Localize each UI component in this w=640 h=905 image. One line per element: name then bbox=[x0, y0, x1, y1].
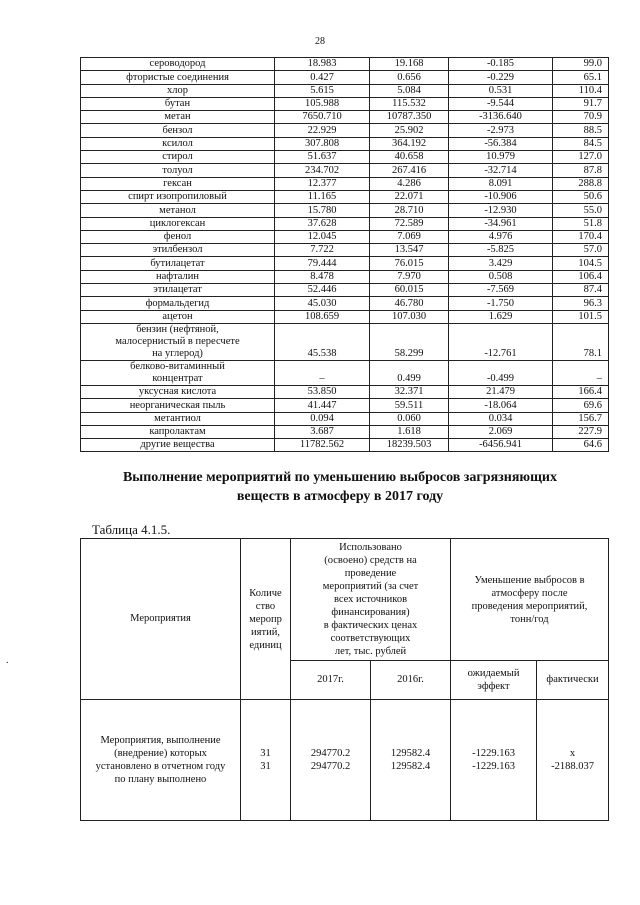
value-change: -9.544 bbox=[449, 97, 553, 110]
value-2016: 25.902 bbox=[370, 124, 449, 137]
value-percent: 127.0 bbox=[553, 151, 609, 164]
page-number: 28 bbox=[315, 36, 325, 47]
margin-mark: . bbox=[6, 655, 9, 666]
value-percent: 166.4 bbox=[553, 385, 609, 398]
value-2017: 41.447 bbox=[275, 399, 370, 412]
row-label-line: по плану выполнено bbox=[114, 774, 207, 785]
cell-value: -1229.163 bbox=[472, 761, 515, 772]
value-change: -3136.640 bbox=[449, 111, 553, 124]
value-change: -5.825 bbox=[449, 244, 553, 257]
value-change: -6456.941 bbox=[449, 439, 553, 452]
value-percent: 99.0 bbox=[553, 58, 609, 71]
value-change: 10.979 bbox=[449, 151, 553, 164]
cell-value: 129582.4 bbox=[390, 761, 431, 772]
value-2017: 0.427 bbox=[275, 71, 370, 84]
value-percent: 84.5 bbox=[553, 137, 609, 150]
header-funds-line: Использовано bbox=[339, 542, 402, 553]
table-row bbox=[81, 399, 609, 412]
cell-value: 31 bbox=[260, 748, 271, 759]
value-2016: 46.780 bbox=[370, 297, 449, 310]
row-label-line: установлено в отчетном году bbox=[95, 761, 226, 772]
value-percent: 78.1 bbox=[553, 323, 609, 360]
value-2017: 45.538 bbox=[275, 323, 370, 360]
substance-name: толуол bbox=[81, 164, 275, 177]
substance-name: спирт изопропиловый bbox=[81, 190, 275, 203]
table-row bbox=[81, 385, 609, 398]
substance-name: метантиол bbox=[81, 412, 275, 425]
subheader-2016: 2016г. bbox=[371, 661, 451, 700]
value-change: -12.930 bbox=[449, 204, 553, 217]
value-change: -10.906 bbox=[449, 190, 553, 203]
header-funds-line: в фактических ценах bbox=[323, 620, 418, 631]
cell-value: 31 bbox=[260, 761, 271, 772]
value-change: -0.229 bbox=[449, 71, 553, 84]
value-percent: 51.8 bbox=[553, 217, 609, 230]
value-change: 21.479 bbox=[449, 385, 553, 398]
substance-name: метан bbox=[81, 111, 275, 124]
value-2017: 51.637 bbox=[275, 151, 370, 164]
value-2017: 108.659 bbox=[275, 310, 370, 323]
value-2017: 11.165 bbox=[275, 190, 370, 203]
value-percent: 288.8 bbox=[553, 177, 609, 190]
value-change: 1.629 bbox=[449, 310, 553, 323]
value-change: 0.531 bbox=[449, 84, 553, 97]
value-2016: 72.589 bbox=[370, 217, 449, 230]
value-2016: 18239.503 bbox=[370, 439, 449, 452]
table-row bbox=[81, 71, 609, 84]
table-row bbox=[81, 190, 609, 203]
cell-value: 294770.2 bbox=[310, 761, 351, 772]
table-row bbox=[81, 257, 609, 270]
value-change: 0.508 bbox=[449, 270, 553, 283]
value-2017: 234.702 bbox=[275, 164, 370, 177]
subheader-expected-line: эффект bbox=[477, 681, 510, 692]
table-row bbox=[81, 58, 609, 71]
substance-name bbox=[81, 360, 275, 385]
substance-name-line: малосернистый в пересчете bbox=[115, 335, 240, 347]
header-funds-line: лет, тыс. рублей bbox=[334, 646, 407, 657]
substance-name-line: белково-витаминный bbox=[130, 360, 225, 372]
value-percent: 227.9 bbox=[553, 425, 609, 438]
value-2016: 115.532 bbox=[370, 97, 449, 110]
value-2016: 0.499 bbox=[370, 360, 449, 385]
value-2017: 7650.710 bbox=[275, 111, 370, 124]
value-2017: 11782.562 bbox=[275, 439, 370, 452]
value-change: -0.185 bbox=[449, 58, 553, 71]
value-percent: 87.8 bbox=[553, 164, 609, 177]
subheader-actual: фактически bbox=[537, 661, 609, 700]
header-funds-line: соответствующих bbox=[330, 633, 411, 644]
cell-funds-2017 bbox=[291, 700, 371, 821]
subheader-2017: 2017г. bbox=[291, 661, 371, 700]
header-count bbox=[241, 539, 291, 700]
table-row bbox=[81, 270, 609, 283]
substance-name: сероводород bbox=[81, 58, 275, 71]
value-2016: 7.970 bbox=[370, 270, 449, 283]
table-row bbox=[81, 84, 609, 97]
substance-name: формальдегид bbox=[81, 297, 275, 310]
header-count-line: ство bbox=[255, 600, 276, 612]
table-row bbox=[81, 323, 609, 360]
value-percent: 55.0 bbox=[553, 204, 609, 217]
table-row bbox=[81, 137, 609, 150]
table-row bbox=[81, 360, 609, 385]
header-reduction-line: Уменьшение выбросов в bbox=[474, 574, 585, 586]
header-reduction-line: проведения мероприятий, bbox=[471, 600, 588, 612]
cell-value: x bbox=[569, 748, 576, 759]
table-row bbox=[81, 412, 609, 425]
value-2016: 7.069 bbox=[370, 230, 449, 243]
value-change: 8.091 bbox=[449, 177, 553, 190]
table-row bbox=[81, 244, 609, 257]
value-percent: – bbox=[553, 360, 609, 385]
value-percent: 65.1 bbox=[553, 71, 609, 84]
value-2017: 22.929 bbox=[275, 124, 370, 137]
table-row bbox=[81, 111, 609, 124]
value-percent: 110.4 bbox=[553, 84, 609, 97]
value-2017: 15.780 bbox=[275, 204, 370, 217]
substance-name: циклогексан bbox=[81, 217, 275, 230]
value-2017: 307.808 bbox=[275, 137, 370, 150]
header-funds bbox=[291, 539, 451, 661]
value-2016: 13.547 bbox=[370, 244, 449, 257]
value-2017: – bbox=[275, 360, 370, 385]
value-change: 3.429 bbox=[449, 257, 553, 270]
value-2017: 12.377 bbox=[275, 177, 370, 190]
value-2016: 10787.350 bbox=[370, 111, 449, 124]
value-2016: 364.192 bbox=[370, 137, 449, 150]
value-change: -7.569 bbox=[449, 284, 553, 297]
value-percent: 106.4 bbox=[553, 270, 609, 283]
substance-name: другие вещества bbox=[81, 439, 275, 452]
substance-name bbox=[81, 323, 275, 360]
cell-funds-2016 bbox=[371, 700, 451, 821]
row-label-line: Мероприятия, выполнение bbox=[100, 735, 221, 746]
section-heading-line2: веществ в атмосферу в 2017 году bbox=[236, 489, 444, 504]
value-2017: 52.446 bbox=[275, 284, 370, 297]
substance-name: ксилол bbox=[81, 137, 275, 150]
emissions-table bbox=[80, 57, 609, 452]
value-percent: 88.5 bbox=[553, 124, 609, 137]
value-2016: 28.710 bbox=[370, 204, 449, 217]
substance-name: бутан bbox=[81, 97, 275, 110]
cell-expected bbox=[451, 700, 537, 821]
cell-count bbox=[241, 700, 291, 821]
header-reduction-line: тонн/год bbox=[510, 613, 549, 625]
header-reduction-line: атмосферу после bbox=[491, 587, 568, 599]
header-funds-line: (освоено) средств на bbox=[324, 555, 417, 566]
cell-value: -1229.163 bbox=[472, 748, 515, 759]
value-percent: 87.4 bbox=[553, 284, 609, 297]
value-2017: 3.687 bbox=[275, 425, 370, 438]
value-2017: 18.983 bbox=[275, 58, 370, 71]
value-2016: 58.299 bbox=[370, 323, 449, 360]
substance-name: метанол bbox=[81, 204, 275, 217]
value-percent: 170.4 bbox=[553, 230, 609, 243]
value-2016: 0.060 bbox=[370, 412, 449, 425]
substance-name: неорганическая пыль bbox=[81, 399, 275, 412]
value-2017: 7.722 bbox=[275, 244, 370, 257]
value-2016: 0.656 bbox=[370, 71, 449, 84]
value-2017: 8.478 bbox=[275, 270, 370, 283]
header-funds-line: всех источников bbox=[333, 594, 408, 605]
substance-name-line: бензин (нефтяной, bbox=[136, 323, 219, 335]
table-row bbox=[81, 97, 609, 110]
value-change: 2.069 bbox=[449, 425, 553, 438]
value-2017: 45.030 bbox=[275, 297, 370, 310]
substance-name: капролактам bbox=[81, 425, 275, 438]
value-2017: 105.988 bbox=[275, 97, 370, 110]
value-percent: 57.0 bbox=[553, 244, 609, 257]
value-percent: 69.6 bbox=[553, 399, 609, 412]
row-label-line: (внедрение) которых bbox=[114, 748, 207, 759]
table-row bbox=[81, 124, 609, 137]
value-percent: 91.7 bbox=[553, 97, 609, 110]
value-change: -34.961 bbox=[449, 217, 553, 230]
cell-actual bbox=[537, 700, 609, 821]
emissions-table-body bbox=[81, 58, 609, 452]
section-heading bbox=[100, 468, 580, 506]
substance-name: уксусная кислота bbox=[81, 385, 275, 398]
table-row bbox=[81, 297, 609, 310]
substance-name: ацетон bbox=[81, 310, 275, 323]
table-row bbox=[81, 284, 609, 297]
value-2016: 1.618 bbox=[370, 425, 449, 438]
cell-value: 294770.2 bbox=[310, 748, 351, 759]
substance-name-line: концентрат bbox=[152, 372, 203, 384]
value-change: 4.976 bbox=[449, 230, 553, 243]
header-funds-line: финансирования) bbox=[331, 607, 410, 618]
value-percent: 96.3 bbox=[553, 297, 609, 310]
measures-table bbox=[80, 538, 609, 821]
substance-name: фенол bbox=[81, 230, 275, 243]
cell-value: -2188.037 bbox=[551, 761, 594, 772]
value-change: 0.034 bbox=[449, 412, 553, 425]
table-row bbox=[81, 310, 609, 323]
value-2016: 4.286 bbox=[370, 177, 449, 190]
table-row bbox=[81, 217, 609, 230]
value-change: -32.714 bbox=[449, 164, 553, 177]
value-2016: 107.030 bbox=[370, 310, 449, 323]
header-count-line: меропр bbox=[249, 613, 282, 625]
value-2016: 32.371 bbox=[370, 385, 449, 398]
header-funds-line: проведение bbox=[344, 568, 397, 579]
section-heading-line1: Выполнение мероприятий по уменьшению выбросов загрязняющих bbox=[122, 470, 558, 485]
table-row bbox=[81, 177, 609, 190]
value-change: -18.064 bbox=[449, 399, 553, 412]
substance-name: гексан bbox=[81, 177, 275, 190]
value-2016: 60.015 bbox=[370, 284, 449, 297]
substance-name: стирол bbox=[81, 151, 275, 164]
value-percent: 156.7 bbox=[553, 412, 609, 425]
value-percent: 64.6 bbox=[553, 439, 609, 452]
header-measures: Мероприятия bbox=[81, 539, 241, 700]
subheader-expected-line: ожидаемый bbox=[467, 668, 520, 679]
value-2016: 59.511 bbox=[370, 399, 449, 412]
value-percent: 104.5 bbox=[553, 257, 609, 270]
row-label bbox=[81, 700, 241, 821]
value-change: -0.499 bbox=[449, 360, 553, 385]
value-2017: 0.094 bbox=[275, 412, 370, 425]
value-2017: 79.444 bbox=[275, 257, 370, 270]
value-percent: 70.9 bbox=[553, 111, 609, 124]
substance-name: бензол bbox=[81, 124, 275, 137]
table-row bbox=[81, 425, 609, 438]
value-2017: 12.045 bbox=[275, 230, 370, 243]
substance-name: этилацетат bbox=[81, 284, 275, 297]
value-change: -12.761 bbox=[449, 323, 553, 360]
value-2017: 37.628 bbox=[275, 217, 370, 230]
header-count-line: единиц bbox=[249, 639, 282, 651]
header-count-line: иятий, bbox=[251, 626, 280, 638]
table-caption: Таблица 4.1.5. bbox=[92, 522, 171, 537]
substance-name: хлор bbox=[81, 84, 275, 97]
header-funds-line: мероприятий (за счет bbox=[322, 581, 419, 592]
table-row bbox=[81, 439, 609, 452]
value-percent: 101.5 bbox=[553, 310, 609, 323]
value-change: -56.384 bbox=[449, 137, 553, 150]
value-change: -1.750 bbox=[449, 297, 553, 310]
value-2016: 40.658 bbox=[370, 151, 449, 164]
value-2016: 22.071 bbox=[370, 190, 449, 203]
table-row bbox=[81, 151, 609, 164]
value-2016: 76.015 bbox=[370, 257, 449, 270]
table-row bbox=[81, 204, 609, 217]
substance-name: фтористые соединения bbox=[81, 71, 275, 84]
value-change: -2.973 bbox=[449, 124, 553, 137]
table-row bbox=[81, 230, 609, 243]
subheader-expected bbox=[451, 661, 537, 700]
substance-name: нафталин bbox=[81, 270, 275, 283]
header-count-line: Количе bbox=[249, 587, 282, 599]
substance-name-line: на углерод) bbox=[152, 347, 203, 359]
substance-name: бутилацетат bbox=[81, 257, 275, 270]
value-2016: 5.084 bbox=[370, 84, 449, 97]
header-reduction bbox=[451, 539, 609, 661]
value-2016: 19.168 bbox=[370, 58, 449, 71]
value-2017: 5.615 bbox=[275, 84, 370, 97]
cell-value: 129582.4 bbox=[390, 748, 431, 759]
value-2016: 267.416 bbox=[370, 164, 449, 177]
substance-name: этилбензол bbox=[81, 244, 275, 257]
value-2017: 53.850 bbox=[275, 385, 370, 398]
value-percent: 50.6 bbox=[553, 190, 609, 203]
table-row bbox=[81, 164, 609, 177]
